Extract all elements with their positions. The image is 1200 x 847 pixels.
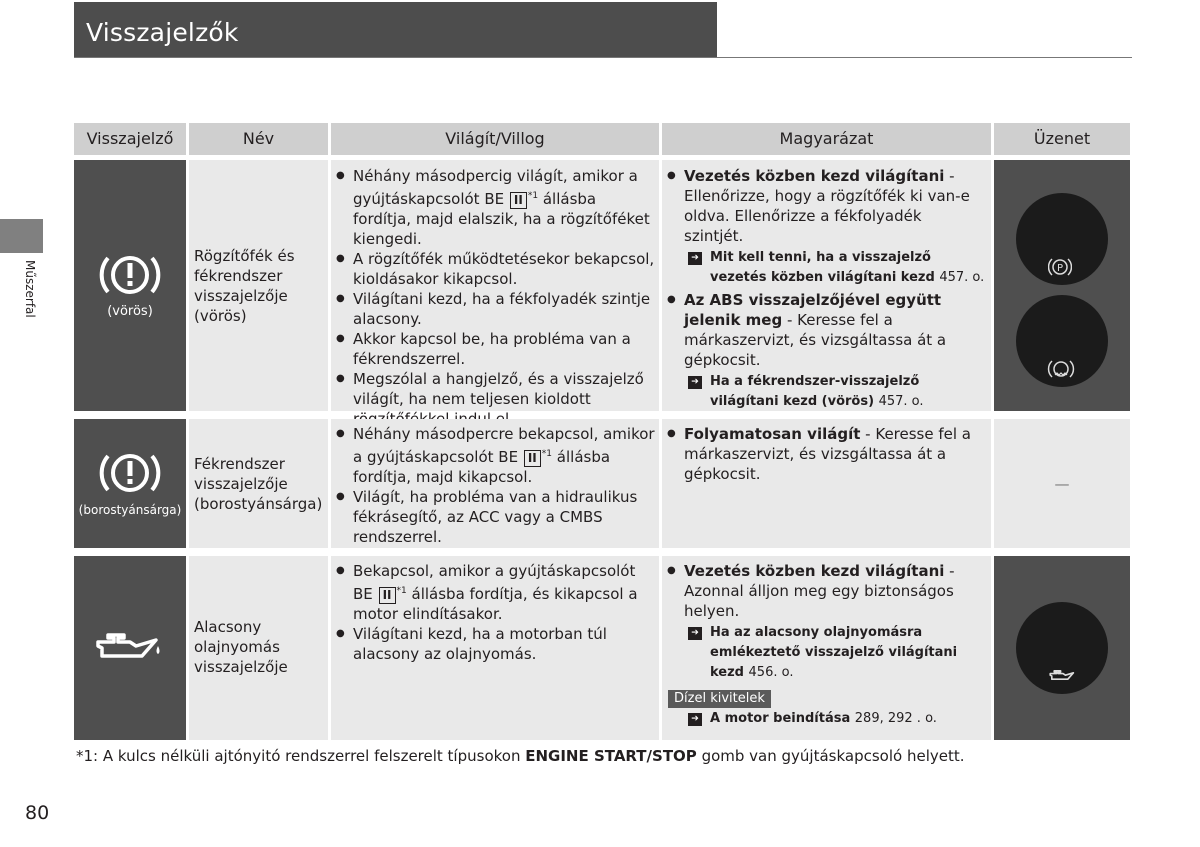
section-tab <box>0 219 43 253</box>
list-item: ● Néhány másodpercre bekapcsol, amikor a gyújtáskapcsolót BE II $^{*1}$ állásba fordítja, majd kikapcsol. <box>333 424 655 487</box>
table-row-3-name: Alacsony olajnyomás visszajelzője <box>189 556 328 740</box>
diesel-badge: Dízel kivitelek <box>668 690 771 708</box>
title-bar <box>74 2 717 58</box>
header-name: Név <box>189 123 328 155</box>
title-rule <box>74 57 1132 58</box>
table-row-3-icon-cell <box>74 556 186 740</box>
brake-system-display <box>1016 295 1108 387</box>
table-row-2-lights <box>331 419 659 548</box>
header-lights: Világít/Villog <box>331 123 659 155</box>
list-item: ● Folyamatosan világít - Keresse fel a márkaszervizt, és vizsgáltassa át a gépkocsit. <box>664 424 985 484</box>
svg-text:P: P <box>1056 263 1064 274</box>
list-item: ● Akkor kapcsol be, ha probléma van a fékrendszerrel. <box>333 329 655 369</box>
reference-arrow-icon: ➔ <box>688 627 702 640</box>
table-row-1-name: Rögzítőfék és fékrendszer visszajelzője (vörös) <box>189 160 328 411</box>
page-title: Visszajelzők <box>86 18 239 47</box>
list-item: ● Néhány másodpercig világít, amikor a gyújtáskapcsolót BE II $^{*1}$ állásba fordítja, majd elalszik, ha a rögzítőféket kiengedi. <box>333 166 655 249</box>
list-item: ● Világítani kezd, ha a fékfolyadék szintje alacsony. <box>333 289 655 329</box>
list-item: ● Bekapcsol, amikor a gyújtáskapcsolót BE II $^{*1}$ állásba fordítja, és kikapcsol a motor elindításakor. <box>333 561 655 624</box>
list-item: ● Világítani kezd, ha a motorban túl alacsony az olajnyomás. <box>333 624 655 664</box>
table-row-2-explanation <box>662 419 991 548</box>
list-item: ● A rögzítőfék működtetésekor bekapcsol, kioldásakor kikapcsol. <box>333 249 655 289</box>
list-item: ● Megszólal a hangjelző, és a visszajelző világít, ha nem teljesen kioldott <box>333 369 655 429</box>
table-row-3-lights <box>331 556 659 740</box>
icon-caption: (vörös) <box>107 303 153 319</box>
header-explanation: Magyarázat <box>662 123 991 155</box>
parking-brake-icon <box>1048 256 1072 278</box>
table-row-3-explanation <box>662 556 991 740</box>
header-indicator: Visszajelző <box>74 123 186 155</box>
table-row-2-message: — <box>994 419 1130 548</box>
table-row-3-message <box>994 556 1130 740</box>
table-row-1-explanation <box>662 160 991 411</box>
footnote: *1: A kulcs nélküli ajtónyitó rendszerrel felszerelt típusokon ENGINE START/STOP gomb van gyújtáskapcsoló helyett. <box>76 747 965 765</box>
list-item: ● Vezetés közben kezd világítani - Ellenőrizze, hogy a rögzítőfék ki van-e oldva. Ellenőrizze a fékfolyadék szintjét. <box>664 166 985 246</box>
table-row-1-message <box>994 160 1130 411</box>
list-item: ● Vezetés közben kezd világítani - Azonnal álljon meg egy biztonságos helyen. <box>664 561 985 621</box>
oil-pressure-icon <box>1046 668 1080 684</box>
brake-warning-icon <box>97 448 163 498</box>
brake-system-icon <box>1047 358 1075 380</box>
oil-pressure-display <box>1016 602 1108 694</box>
reference-arrow-icon: ➔ <box>688 713 702 726</box>
parking-brake-display <box>1016 193 1108 285</box>
page-number: 80 <box>25 802 50 824</box>
page-reference[interactable]: ➔ Ha az alacsony olajnyomásra emlékeztető visszajelző világítani kezd 456. o. <box>686 623 985 683</box>
table-row-1-icon-cell <box>74 160 186 411</box>
oil-pressure-icon <box>92 628 168 668</box>
table-row-1-lights <box>331 160 659 411</box>
page-reference[interactable]: ➔ Mit kell tenni, ha a visszajelző vezetés közben világítani kezd 457. o. <box>686 248 985 288</box>
header-message: Üzenet <box>994 123 1130 155</box>
page-reference[interactable]: ➔ A motor beindítása 289, 292 . o. <box>686 709 985 729</box>
reference-arrow-icon: ➔ <box>688 252 702 265</box>
page-reference[interactable]: ➔ Ha a fékrendszer-visszajelző világítani kezd (vörös) 457. o. <box>686 372 985 412</box>
reference-arrow-icon: ➔ <box>688 376 702 389</box>
table-row-2-name: Fékrendszer visszajelzője (borostyánsárga) <box>189 419 328 548</box>
list-item: ● Az ABS visszajelzőjével együtt jelenik meg - Keresse fel a márkaszervizt, és vizsgáltassa át a gépkocsit. <box>664 290 985 370</box>
list-item: ● Világít, ha probléma van a hidraulikus fékrásegítő, az ACC vagy a CMBS rendszerrel. <box>333 487 655 547</box>
table-row-2-icon-cell <box>74 419 186 548</box>
section-label: Műszerfal <box>23 260 37 318</box>
brake-warning-icon <box>97 250 163 300</box>
icon-caption: (borostyánsárga) <box>78 502 182 517</box>
